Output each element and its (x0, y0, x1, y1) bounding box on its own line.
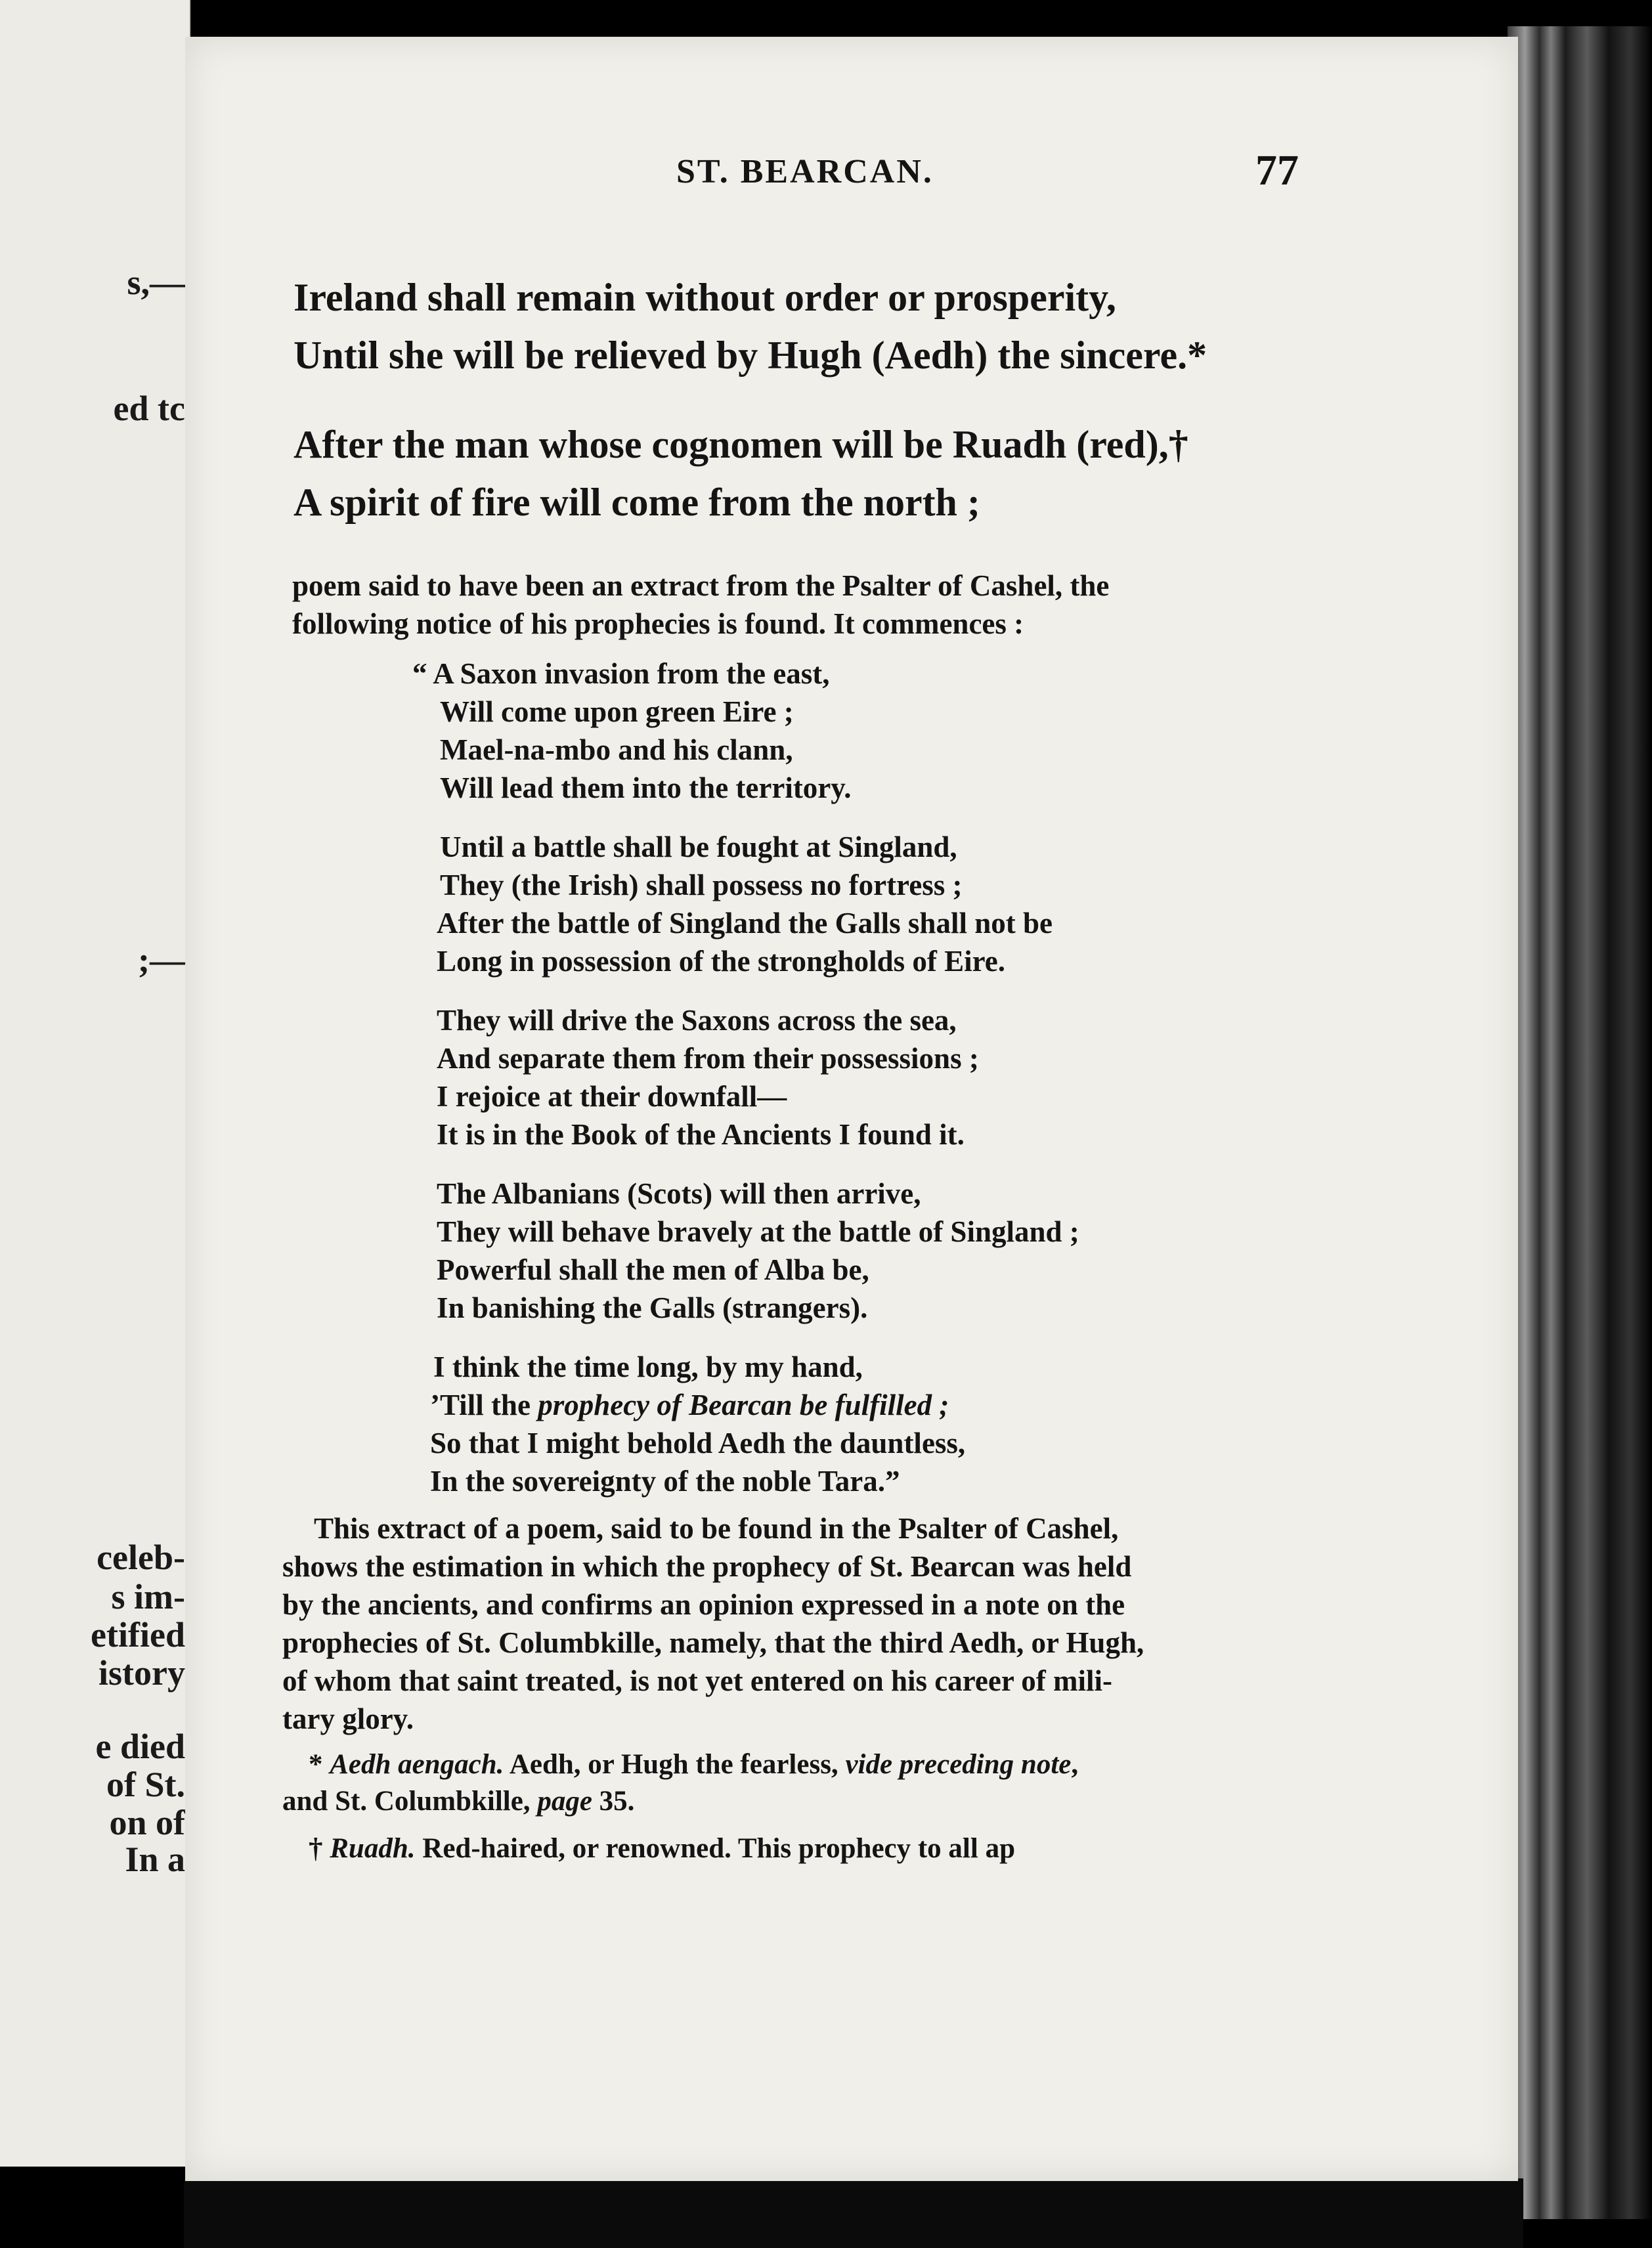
poem-line: They will behave bravely at the battle of Singland ; (437, 1215, 1079, 1248)
scan-shadow (184, 2178, 1523, 2248)
footnote-term: Ruadh. (330, 1833, 416, 1864)
poem-line: “ A Saxon invasion from the east, (412, 657, 830, 690)
footnote-ref: vide preceding note (845, 1749, 1072, 1780)
facing-page-fragment: In a (125, 1840, 185, 1879)
poem-line: Mael-na-mbo and his clann, (440, 733, 793, 766)
facing-page-fragment: ed tc (113, 389, 185, 428)
poem-line: Will come upon green Eire ; (440, 695, 794, 728)
poem-line: In the sovereignty of the noble Tara.” (430, 1465, 900, 1498)
footnote-text: Aedh, or Hugh the fearless, (504, 1749, 846, 1780)
poem-line: The Albanians (Scots) will then arrive, (437, 1177, 921, 1210)
intro-line: poem said to have been an extract from the Psalter of Cashel, the (292, 569, 1110, 602)
facing-page-fragment: on of (109, 1803, 185, 1842)
poem-line: So that I might behold Aedh the dauntless, (430, 1427, 966, 1459)
commentary-line: prophecies of St. Columbkille, namely, that the third Aedh, or Hugh, (282, 1626, 1144, 1659)
footnote-1-line-2 (282, 1783, 634, 1820)
commentary-line: shows the estimation in which the prophecy of St. Bearcan was held (282, 1550, 1132, 1583)
commentary-line: by the ancients, and confirms an opinion expressed in a note on the (282, 1588, 1125, 1621)
facing-page-fragment: s,— (127, 263, 185, 302)
poem-line: I rejoice at their downfall— (437, 1080, 787, 1113)
poem-line: Until a battle shall be fought at Singland, (440, 831, 957, 863)
footnote-text: and St. Columbkille, (282, 1786, 538, 1817)
footnote-end: , (1071, 1749, 1079, 1780)
facing-page-fragment: e died (95, 1727, 185, 1766)
poem-line: And separate them from their possessions ; (437, 1042, 979, 1075)
verse-line: A spirit of fire will come from the north ; (293, 481, 980, 524)
commentary-line: This extract of a poem, said to be found in the Psalter of Cashel, (314, 1512, 1119, 1545)
footnote-2 (309, 1830, 1015, 1867)
running-title: ST. BEARCAN. (676, 153, 934, 190)
facing-page-fragment: of St. (106, 1765, 185, 1804)
facing-page-fragment: celeb- (97, 1538, 185, 1577)
footnote-ref: page (537, 1786, 592, 1817)
poem-line: In banishing the Galls (strangers). (437, 1291, 868, 1324)
poem-line: After the battle of Singland the Galls shall not be (437, 907, 1053, 940)
footnote-text: Red-haired, or renowned. This prophecy to all ap (415, 1833, 1015, 1864)
verse-line: Ireland shall remain without order or prosperity, (293, 276, 1116, 319)
poem-line: I think the time long, by my hand, (433, 1351, 863, 1383)
poem-line-text: ’Till the (430, 1389, 538, 1421)
poem-line: They (the Irish) shall possess no fortress ; (440, 869, 963, 901)
footnote-term: Aedh aengach. (330, 1749, 504, 1780)
poem-line: Long in possession of the strongholds of Eire. (437, 945, 1006, 978)
commentary-line: of whom that saint treated, is not yet entered on his career of mili- (282, 1664, 1112, 1697)
intro-line: following notice of his prophecies is found. It commences : (292, 607, 1024, 640)
poem-line: They will drive the Saxons across the sea, (437, 1004, 957, 1037)
commentary-line: tary glory. (282, 1702, 414, 1735)
facing-page (0, 0, 190, 2167)
footnote-1 (309, 1746, 1078, 1783)
facing-page-fragment: istory (98, 1653, 185, 1693)
footnote-mark: * (309, 1749, 330, 1780)
facing-page-fragment: ;— (138, 940, 185, 980)
footnote-mark: † (309, 1833, 330, 1864)
verse-line: After the man whose cognomen will be Ruadh (red),† (293, 423, 1188, 466)
footnote-end: 35. (592, 1786, 635, 1817)
book-edge (1508, 26, 1652, 2219)
poem-line: It is in the Book of the Ancients I found it. (437, 1118, 965, 1151)
poem-line: Will lead them into the territory. (440, 771, 852, 804)
facing-page-fragment: etified (91, 1615, 185, 1654)
poem-line: Powerful shall the men of Alba be, (437, 1253, 869, 1286)
poem-line-italic: prophecy of Bearcan be fulfilled ; (538, 1389, 949, 1421)
verse-line: Until she will be relieved by Hugh (Aedh) the sincere.* (293, 334, 1207, 377)
page-number: 77 (1255, 146, 1299, 194)
poem-line (430, 1387, 949, 1423)
facing-page-fragment: s im- (111, 1577, 185, 1616)
